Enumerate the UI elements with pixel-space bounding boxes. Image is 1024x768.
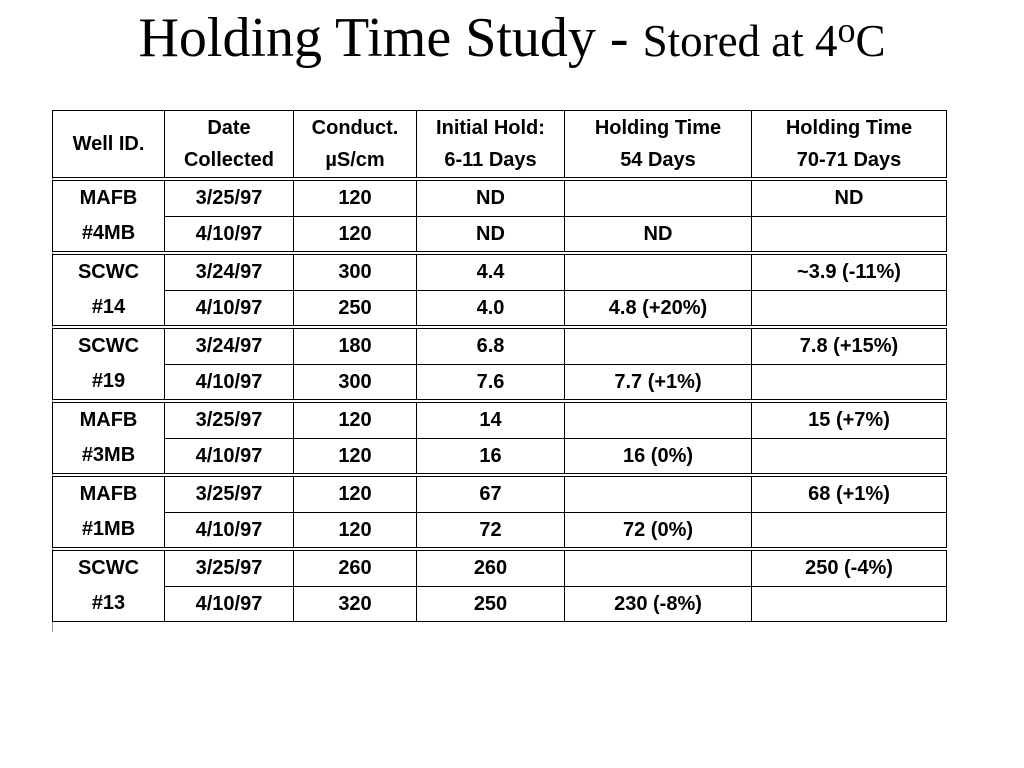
date-cell: 4/10/97 xyxy=(165,364,294,401)
well-id-cell: SCWC #13 xyxy=(53,549,165,622)
date-cell: 4/10/97 xyxy=(165,438,294,475)
holding-54-cell: ND xyxy=(565,216,752,253)
conductivity-cell: 180 xyxy=(294,327,417,364)
conductivity-cell: 120 xyxy=(294,438,417,475)
holding-70-cell xyxy=(752,216,947,253)
holding-70-cell xyxy=(752,290,947,327)
holding-54-cell: 4.8 (+20%) xyxy=(565,290,752,327)
date-cell: 3/25/97 xyxy=(165,179,294,216)
holding-54-cell: 230 (-8%) xyxy=(565,586,752,621)
conductivity-cell: 120 xyxy=(294,475,417,512)
table-row xyxy=(53,549,947,586)
holding-54-cell xyxy=(565,179,752,216)
holding-54-cell xyxy=(565,549,752,586)
well-group xyxy=(53,549,947,622)
initial-hold-cell: 260 xyxy=(417,549,565,586)
initial-hold-cell: 14 xyxy=(417,401,565,438)
holding-70-cell xyxy=(752,438,947,475)
header-date-collected: Date Collected xyxy=(165,111,294,180)
initial-hold-cell: 72 xyxy=(417,512,565,549)
table-row xyxy=(53,438,947,475)
date-cell: 4/10/97 xyxy=(165,216,294,253)
conductivity-cell: 250 xyxy=(294,290,417,327)
holding-54-cell: 7.7 (+1%) xyxy=(565,364,752,401)
well-id-cell: MAFB #1MB xyxy=(53,475,165,549)
holding-time-table-wrap xyxy=(52,110,946,622)
header-holding-70: Holding Time 70-71 Days xyxy=(752,111,947,180)
holding-70-cell: 68 (+1%) xyxy=(752,475,947,512)
date-cell: 3/25/97 xyxy=(165,475,294,512)
table-row xyxy=(53,216,947,253)
table-row xyxy=(53,327,947,364)
table-row xyxy=(53,586,947,621)
well-group xyxy=(53,253,947,327)
title-main: Holding Time Study - xyxy=(138,7,643,69)
table-row xyxy=(53,475,947,512)
degree-symbol: o xyxy=(837,10,856,50)
well-id-cell: SCWC #14 xyxy=(53,253,165,327)
page-title xyxy=(0,6,1024,70)
table-row xyxy=(53,512,947,549)
holding-70-cell xyxy=(752,586,947,621)
date-cell: 3/24/97 xyxy=(165,253,294,290)
holding-70-cell: 15 (+7%) xyxy=(752,401,947,438)
header-initial-hold: Initial Hold: 6-11 Days xyxy=(417,111,565,180)
table-row xyxy=(53,364,947,401)
initial-hold-cell: ND xyxy=(417,216,565,253)
conductivity-cell: 120 xyxy=(294,179,417,216)
well-id-cell: MAFB #3MB xyxy=(53,401,165,475)
initial-hold-cell: 4.0 xyxy=(417,290,565,327)
well-group xyxy=(53,179,947,253)
initial-hold-cell: 16 xyxy=(417,438,565,475)
well-id-cell: MAFB #4MB xyxy=(53,179,165,253)
holding-70-cell: ND xyxy=(752,179,947,216)
holding-70-cell: 250 (-4%) xyxy=(752,549,947,586)
header-well-id: Well ID. xyxy=(53,111,165,180)
date-cell: 4/10/97 xyxy=(165,290,294,327)
conductivity-cell: 120 xyxy=(294,512,417,549)
holding-70-cell xyxy=(752,364,947,401)
table-row xyxy=(53,290,947,327)
holding-54-cell xyxy=(565,253,752,290)
holding-54-cell: 16 (0%) xyxy=(565,438,752,475)
date-cell: 3/24/97 xyxy=(165,327,294,364)
date-cell: 4/10/97 xyxy=(165,512,294,549)
header-conductivity: Conduct. µS/cm xyxy=(294,111,417,180)
conductivity-cell: 320 xyxy=(294,586,417,621)
conductivity-cell: 260 xyxy=(294,549,417,586)
holding-54-cell xyxy=(565,475,752,512)
holding-time-table xyxy=(52,110,947,622)
well-group xyxy=(53,327,947,401)
date-cell: 4/10/97 xyxy=(165,586,294,621)
initial-hold-cell: 4.4 xyxy=(417,253,565,290)
table-row xyxy=(53,179,947,216)
initial-hold-cell: 7.6 xyxy=(417,364,565,401)
initial-hold-cell: 6.8 xyxy=(417,327,565,364)
holding-70-cell: 7.8 (+15%) xyxy=(752,327,947,364)
holding-54-cell xyxy=(565,401,752,438)
conductivity-cell: 120 xyxy=(294,401,417,438)
initial-hold-cell: ND xyxy=(417,179,565,216)
initial-hold-cell: 250 xyxy=(417,586,565,621)
conductivity-cell: 300 xyxy=(294,253,417,290)
table-row xyxy=(53,253,947,290)
holding-54-cell xyxy=(565,327,752,364)
conductivity-cell: 300 xyxy=(294,364,417,401)
table-row xyxy=(53,401,947,438)
date-cell: 3/25/97 xyxy=(165,401,294,438)
well-group xyxy=(53,401,947,475)
well-group xyxy=(53,475,947,549)
holding-70-cell: ~3.9 (-11%) xyxy=(752,253,947,290)
header-row xyxy=(53,111,947,180)
title-unit: C xyxy=(855,16,886,66)
initial-hold-cell: 67 xyxy=(417,475,565,512)
header-holding-54: Holding Time 54 Days xyxy=(565,111,752,180)
well-id-cell: SCWC #19 xyxy=(53,327,165,401)
title-sub: Stored at 4 xyxy=(642,16,838,66)
holding-70-cell xyxy=(752,512,947,549)
date-cell: 3/25/97 xyxy=(165,549,294,586)
conductivity-cell: 120 xyxy=(294,216,417,253)
holding-54-cell: 72 (0%) xyxy=(565,512,752,549)
